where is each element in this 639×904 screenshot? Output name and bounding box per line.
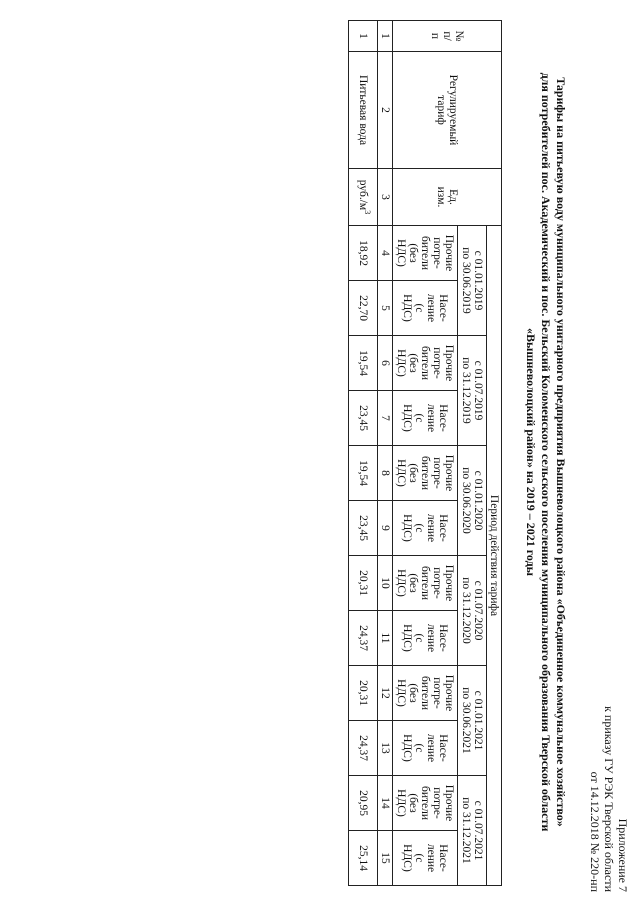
col-number: 9 <box>378 501 393 556</box>
period-1: с 01.01.2019 по 30.06.2019 <box>458 226 487 336</box>
tariff-value: 23,45 <box>349 501 378 556</box>
header-tariff: Регулируемый тариф <box>393 52 502 169</box>
heading-line-2: для потребителей пос. Академический и пос. Бельский Коломенского сельского поселения муниципального образования Тверской области <box>539 72 553 832</box>
col-number: 14 <box>378 776 393 831</box>
period-5: с 01.01.2021 по 30.06.2021 <box>458 666 487 776</box>
sub-population-3: Насе- ление (с НДС) <box>393 501 458 556</box>
col-number: 3 <box>378 169 393 226</box>
heading-line-1: Тарифы на питьевую воду муниципального унитарного предприятия Вышневолоцкого района «Объединенное коммунальное хозяйство» <box>554 77 568 827</box>
period-3: с 01.01.2020 по 30.06.2020 <box>458 446 487 556</box>
tariff-value: 24,37 <box>349 611 378 666</box>
col-number: 1 <box>378 21 393 52</box>
col-number: 15 <box>378 831 393 886</box>
col-number: 11 <box>378 611 393 666</box>
sub-other-2: Прочие потре- бители (без НДС) <box>393 336 458 391</box>
tariff-value: 18,92 <box>349 226 378 281</box>
sub-population-2: Насе- ление (с НДС) <box>393 391 458 446</box>
rotated-page <box>5 12 630 892</box>
sub-other-6: Прочие потре- бители (без НДС) <box>393 776 458 831</box>
tariff-table <box>348 20 502 886</box>
appendix-date: от 14.12.2018 № 220-нп <box>588 771 602 892</box>
col-number: 13 <box>378 721 393 776</box>
tariff-value: 23,45 <box>349 391 378 446</box>
table-row <box>349 21 378 886</box>
appendix-order: к приказу ГУ РЭК Тверской области <box>602 706 616 892</box>
tariff-value: 19,54 <box>349 336 378 391</box>
sub-other-3: Прочие потре- бители (без НДС) <box>393 446 458 501</box>
col-number: 2 <box>378 52 393 169</box>
header-period: Период действия тарифа <box>487 226 502 886</box>
sub-population-4: Насе- ление (с НДС) <box>393 611 458 666</box>
tariff-value: 19,54 <box>349 446 378 501</box>
col-number: 8 <box>378 446 393 501</box>
col-number: 4 <box>378 226 393 281</box>
sub-population-6: Насе- ление (с НДС) <box>393 831 458 886</box>
appendix-block <box>588 706 630 892</box>
sub-population-5: Насе- ление (с НДС) <box>393 721 458 776</box>
row-number: 1 <box>349 21 378 52</box>
sub-population-1: Насе- ление (с НДС) <box>393 281 458 336</box>
col-number: 5 <box>378 281 393 336</box>
tariff-value: 24,37 <box>349 721 378 776</box>
appendix-title: Приложение 7 <box>616 818 630 892</box>
header-unit: Ед. изм. <box>393 169 502 226</box>
sub-other-4: Прочие потре- бители (без НДС) <box>393 556 458 611</box>
column-number-row <box>378 21 393 886</box>
row-tariff-name: Питьевая вода <box>349 52 378 169</box>
row-unit: $руб./м^3$ <box>349 169 378 226</box>
tariff-value: 22,70 <box>349 281 378 336</box>
period-6: с 01.07.2021 по 31.12.2021 <box>458 776 487 886</box>
heading-line-3: «Вышневолоцкий район» на 2019 – 2021 годы <box>524 327 538 577</box>
document-heading <box>523 42 568 862</box>
period-4: с 01.07.2020 по 31.12.2020 <box>458 556 487 666</box>
header-no: № п/ п <box>393 21 502 52</box>
col-number: 10 <box>378 556 393 611</box>
tariff-value: 20,31 <box>349 666 378 721</box>
sub-other-1: Прочие потре- бители (без НДС) <box>393 226 458 281</box>
col-number: 7 <box>378 391 393 446</box>
tariff-value: 20,31 <box>349 556 378 611</box>
tariff-value: 25,14 <box>349 831 378 886</box>
col-number: 12 <box>378 666 393 721</box>
tariff-value: 20,95 <box>349 776 378 831</box>
sub-other-5: Прочие потре- бители (без НДС) <box>393 666 458 721</box>
period-2: с 01.07.2019 по 31.12.2019 <box>458 336 487 446</box>
col-number: 6 <box>378 336 393 391</box>
